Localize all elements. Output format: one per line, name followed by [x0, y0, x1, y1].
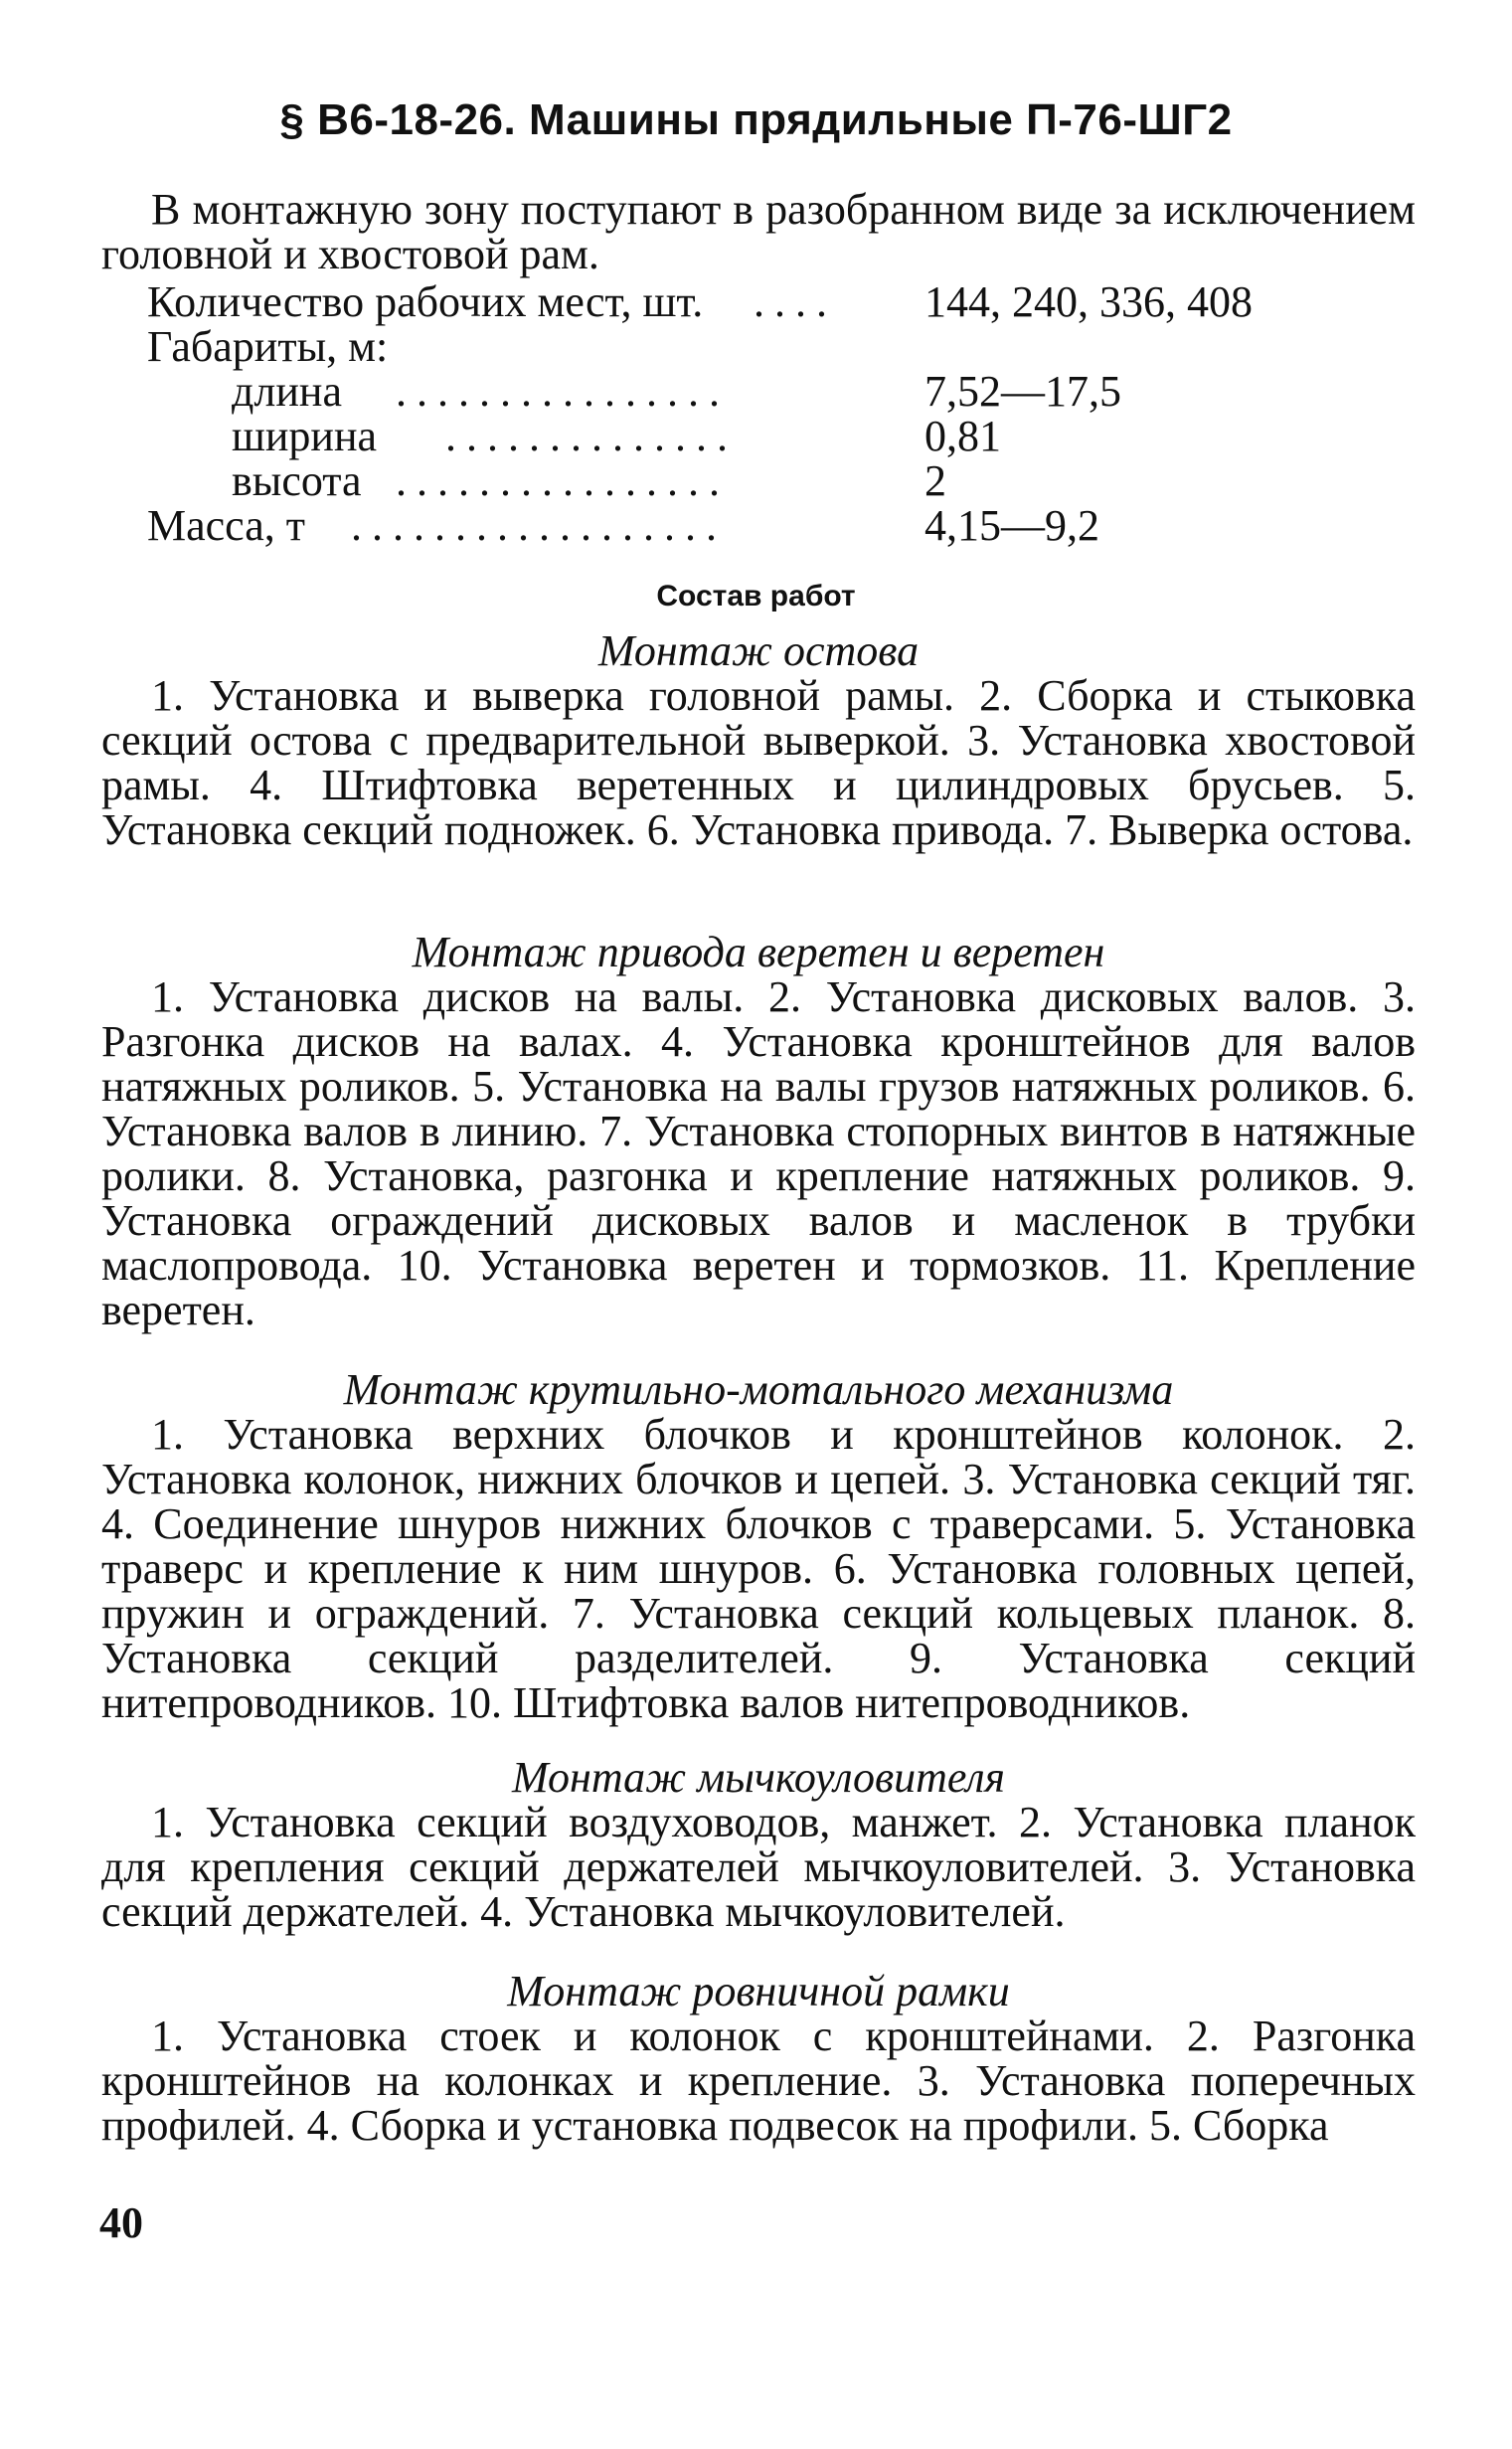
leader-dots: ................ — [396, 369, 730, 414]
section-rovnichnoy — [101, 1969, 1416, 2148]
spec-label: высота — [232, 456, 362, 505]
subsection-text: 1. Установка дисков на валы. 2. Установка дисковых валов. 3. Разгонка дисков на валах. 4. Установка кронштейнов для валов натяжных роликов. 5. Установка на валы грузов натяжных роликов. 6. Установка валов в линию. 7. Установка стопорных винтов в натяжные ролики. 8. Установка, разгонка и крепление натяжных роликов. 9. Установка ограждений дисковых валов и масленок в трубки маслопровода. 10. Установка веретен и тормозков. 11. Крепление веретен. — [101, 972, 1416, 1334]
leader-dots: ................ — [396, 458, 730, 503]
subsection-title: Монтаж остова — [597, 626, 920, 675]
spec-value: 0,81 — [924, 412, 1001, 460]
section-krutilno — [101, 1367, 1416, 1725]
section-privod — [101, 930, 1416, 1332]
intro-block — [101, 187, 1416, 276]
subsection-text: 1. Установка секций воздуховодов, манжет. 2. Установка планок для крепления секций держателей мычкоуловителей. 3. Установка секций держателей. 4. Установка мычкоуловителей. — [101, 1798, 1416, 1936]
spec-label: Масса, т — [147, 501, 306, 550]
spec-label: Габариты, м: — [147, 322, 389, 371]
composition-title: Состав работ — [656, 580, 856, 612]
leader-dots: .................. — [351, 503, 727, 548]
spec-label: длина — [232, 367, 342, 416]
specs-table — [147, 279, 1340, 548]
leader-dots: .............. — [445, 414, 738, 458]
section-heading: § В6-18-26. Машины прядильные П-76-ШГ2 — [279, 95, 1233, 144]
subsection-text: 1. Установка верхних блочков и кронштейнов колонок. 2. Установка колонок, нижних блочков и цепей. 3. Установка секций тяг. 4. Соединение шнуров нижних блочков с траверсами. 5. Установка траверс и крепление к ним шнуров. 6. Установка головных цепей, пружин и ограждений. 7. Установка секций кольцевых планок. 8. Установка секций разделителей. 9. Установка секций нитепроводников. 10. Штифтовка валов нитепроводников. — [101, 1410, 1416, 1727]
page-number: 40 — [99, 2198, 143, 2247]
subsection-title: Монтаж ровничной рамки — [507, 1967, 1010, 2015]
spec-label: Количество рабочих мест, шт. — [147, 277, 704, 326]
spec-value: 4,15—9,2 — [924, 501, 1099, 550]
spec-value: 144, 240, 336, 408 — [924, 277, 1253, 326]
subsection-title: Монтаж мычкоуловителя — [511, 1753, 1005, 1802]
subsection-title: Монтаж привода веретен и веретен — [412, 928, 1105, 976]
subsection-title: Монтаж крутильно-мотального механизма — [343, 1365, 1174, 1414]
subsection-text: 1. Установка стоек и колонок с кронштейнами. 2. Разгонка кронштейнов на колонках и крепление. 3. Установка поперечных профилей. 4. Сборка и установка подвесок на профили. 5. Сборка — [101, 2012, 1416, 2150]
intro-paragraph: В монтажную зону поступают в разобранном виде за исключением головной и хвостовой рам. — [101, 185, 1416, 278]
leader-dots: .... — [754, 279, 837, 324]
spec-value: 7,52—17,5 — [924, 367, 1121, 416]
spec-label: ширина — [232, 412, 378, 460]
spec-value: 2 — [924, 456, 946, 505]
section-ostov — [101, 628, 1416, 852]
subsection-text: 1. Установка и выверка головной рамы. 2. Сборка и стыковка секций остова с предварительной выверкой. 3. Установка хвостовой рамы. 4. Штифтовка веретенных и цилиндровых брусьев. 5. Установка секций подножек. 6. Установка привода. 7. Выверка остова. — [101, 671, 1416, 854]
section-mychko — [101, 1755, 1416, 1934]
